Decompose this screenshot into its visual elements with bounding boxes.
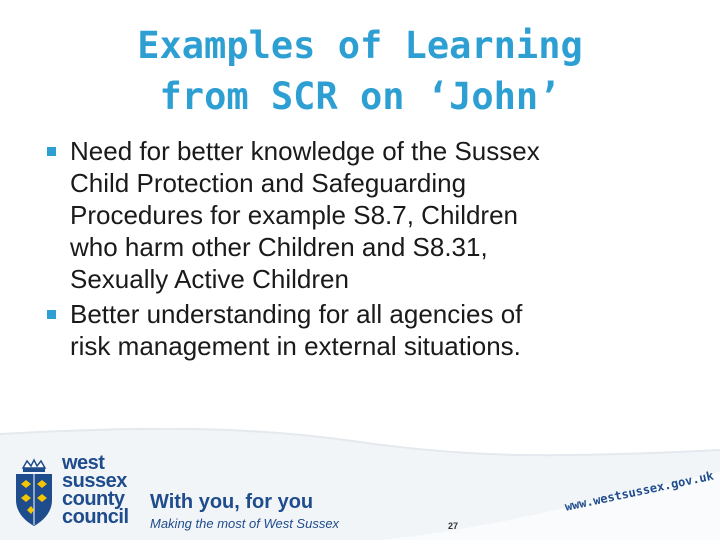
- title-line: Examples of Learning: [137, 24, 583, 67]
- page-number: 27: [448, 521, 459, 531]
- county-crest-icon: [13, 458, 55, 528]
- footer: [0, 428, 720, 540]
- bullet-list: [45, 135, 695, 365]
- website-url: www.westsussex.gov.uk: [563, 468, 715, 514]
- bullet-line: who harm other Children and S8.31,: [70, 232, 488, 262]
- bullet-item: [45, 135, 695, 295]
- bullet-item: [45, 298, 695, 362]
- bullet-line: Need for better knowledge of the Sussex: [70, 136, 540, 166]
- council-logo-text: [62, 454, 129, 526]
- square-bullet-icon: [47, 147, 56, 156]
- logo-line: west: [62, 452, 105, 474]
- tagline: With you, for you: [150, 491, 314, 513]
- logo-line: council: [62, 506, 129, 528]
- bullet-line: Better understanding for all agencies of: [70, 299, 523, 329]
- slide-title: [40, 20, 680, 122]
- bullet-line: Child Protection and Safeguarding: [70, 168, 467, 198]
- square-bullet-icon: [47, 310, 56, 319]
- logo-line: sussex: [62, 470, 127, 492]
- bullet-line: Sexually Active Children: [70, 264, 349, 294]
- tagline-subtitle: Making the most of West Sussex: [150, 516, 340, 531]
- title-line: from SCR on ‘John’: [159, 75, 561, 118]
- bullet-line: Procedures for example S8.7, Children: [70, 200, 519, 230]
- logo-line: county: [62, 488, 125, 510]
- bullet-line: risk management in external situations.: [70, 331, 521, 361]
